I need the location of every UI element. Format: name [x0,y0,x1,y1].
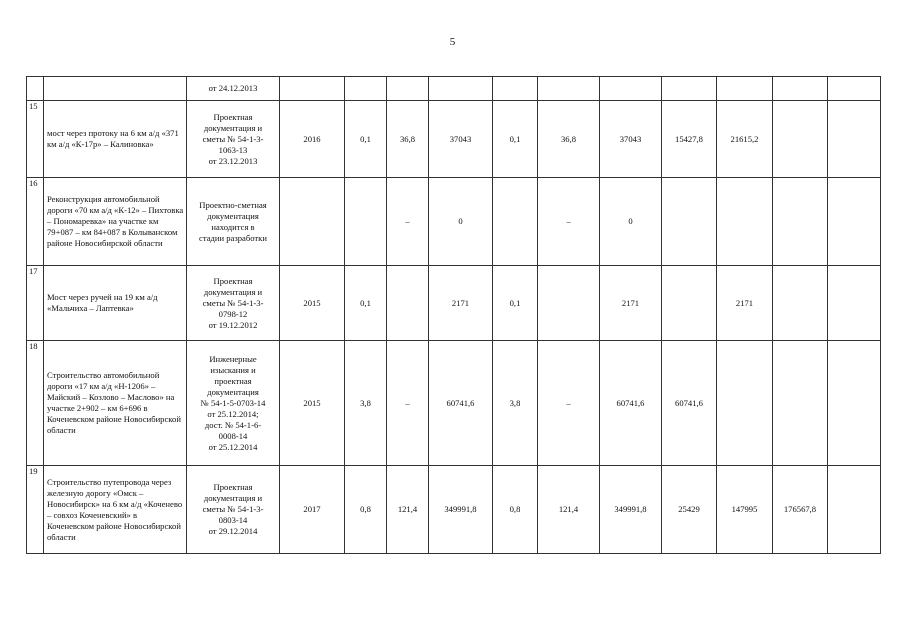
empty-cell [828,266,881,341]
empty-cell [828,466,881,554]
table-row [27,77,881,101]
value-cell [717,77,773,101]
documentation-line: находится в [211,221,255,232]
documentation-line: стадии разработки [199,232,267,243]
value-cell [773,77,828,101]
value-cell [538,266,600,341]
value-cell: – [538,341,600,466]
table-row [27,266,881,341]
page-number: 5 [449,36,456,48]
documentation-line: изыскания и [210,364,256,375]
value-cell: 121,4 [387,466,429,554]
value-cell [773,178,828,266]
documentation-line: сметы № 54-1-3- [202,133,264,144]
value-cell [773,266,828,341]
project-documentation [187,341,280,466]
value-cell: 0,1 [345,101,387,178]
documentation-line: сметы № 54-1-3- [202,297,264,308]
value-cell: 37043 [600,101,662,178]
value-cell: 0,8 [493,466,538,554]
value-cell: 0 [600,178,662,266]
documentation-line: Проектная [213,275,253,286]
value-cell: 2017 [280,466,345,554]
value-cell: 147995 [717,466,773,554]
documentation-line: 0803-14 [218,515,248,525]
value-cell [387,77,429,101]
documentation-line: от 29.12.2014 [208,526,258,536]
project-documentation [187,466,280,554]
value-cell [387,266,429,341]
row-number: 15 [27,101,44,178]
object-name: мост через протоку на 6 км а/д «371 км а/д «К-17р» – Калиновка» [44,101,187,178]
project-documentation [187,101,280,178]
value-cell: 0,8 [345,466,387,554]
value-cell: 0,1 [493,101,538,178]
table-row [27,101,881,178]
row-number: 16 [27,178,44,266]
value-cell: 121,4 [538,466,600,554]
value-cell [345,77,387,101]
value-cell: 2171 [429,266,493,341]
documentation-line: документация и [203,286,263,297]
data-table [26,76,881,554]
documentation-line: от 25.12.2014; [207,408,259,419]
value-cell: 60741,6 [662,341,717,466]
value-cell [717,178,773,266]
documentation-line: сметы № 54-1-3- [202,504,264,514]
object-name [44,77,187,101]
documentation-line: документация и [203,122,263,133]
value-cell: 349991,8 [600,466,662,554]
value-cell [717,341,773,466]
object-name: Мост через ручей на 19 км а/д «Мальчиха – Лаптевка» [44,266,187,341]
row-number: 19 [27,466,44,554]
documentation-line: 0008-14 [218,430,248,441]
value-cell: 2016 [280,101,345,178]
value-cell: 36,8 [538,101,600,178]
value-cell: 2015 [280,266,345,341]
documentation-line: 1063-13 [218,144,248,155]
value-cell: 21615,2 [717,101,773,178]
project-documentation [187,266,280,341]
value-cell [493,178,538,266]
value-cell [280,178,345,266]
value-cell: 3,8 [493,341,538,466]
value-cell: 0 [429,178,493,266]
value-cell [538,77,600,101]
documentation-line: Проектно-сметная [199,199,267,210]
row-number [27,77,44,101]
value-cell: 0,1 [493,266,538,341]
documentation-line: от 19.12.2012 [208,319,258,330]
documentation-line: документация [207,386,259,397]
value-cell [662,77,717,101]
value-cell: 25429 [662,466,717,554]
value-cell: 349991,8 [429,466,493,554]
value-cell: 2171 [717,266,773,341]
value-cell [429,77,493,101]
empty-cell [828,341,881,466]
value-cell: 0,1 [345,266,387,341]
value-cell [773,341,828,466]
value-cell: 3,8 [345,341,387,466]
documentation-line: Проектная [213,482,253,492]
documentation-line: № 54-1-5-0703-14 [200,397,266,408]
empty-cell [828,178,881,266]
value-cell: – [538,178,600,266]
project-documentation [187,178,280,266]
value-cell: 176567,8 [773,466,828,554]
value-cell: 2171 [600,266,662,341]
value-cell: – [387,341,429,466]
value-cell [773,101,828,178]
value-cell [600,77,662,101]
table-row [27,341,881,466]
documentation-line: от 23.12.2013 [208,155,258,166]
documentation-line: Инженерные [209,353,257,364]
row-number: 17 [27,266,44,341]
object-name: Строительство автомобильной дороги «17 км а/д «Н-1206» – Майский – Козлово – Маслово» на участке 2+902 – км 6+696 в Коченевском районе Новосибирской области [44,341,187,466]
documentation-line: дост. № 54-1-6- [204,419,262,430]
row-number: 18 [27,341,44,466]
value-cell: 2015 [280,341,345,466]
value-cell [493,77,538,101]
value-cell: – [387,178,429,266]
object-name: Реконструкция автомобильной дороги «70 км а/д «К-12» – Пихтовка – Пономаревка» на участке км 79+087 – км 84+087 в Колыванском районе Новосибирской области [44,178,187,266]
project-documentation [187,77,280,101]
documentation-line: от 25.12.2014 [208,441,258,452]
value-cell [662,178,717,266]
empty-cell [828,77,881,101]
value-cell [280,77,345,101]
documentation-line: документация [207,210,259,221]
documentation-line: документация и [203,493,263,503]
empty-cell [828,101,881,178]
value-cell [345,178,387,266]
value-cell: 15427,8 [662,101,717,178]
documentation-line: 0798-12 [218,308,248,319]
table-row [27,466,881,554]
value-cell: 37043 [429,101,493,178]
value-cell [662,266,717,341]
documentation-line: от 24.12.2013 [208,83,258,93]
value-cell: 60741,6 [429,341,493,466]
documentation-line: Проектная [213,111,253,122]
object-name: Строительство путепровода через железную дорогу «Омск – Новосибирск» на 6 км а/д «Коченево – совхоз Коченевский» в Коченевском районе Новосибирской области [44,466,187,554]
value-cell: 60741,6 [600,341,662,466]
table-row [27,178,881,266]
documentation-line: проектная [214,375,252,386]
value-cell: 36,8 [387,101,429,178]
